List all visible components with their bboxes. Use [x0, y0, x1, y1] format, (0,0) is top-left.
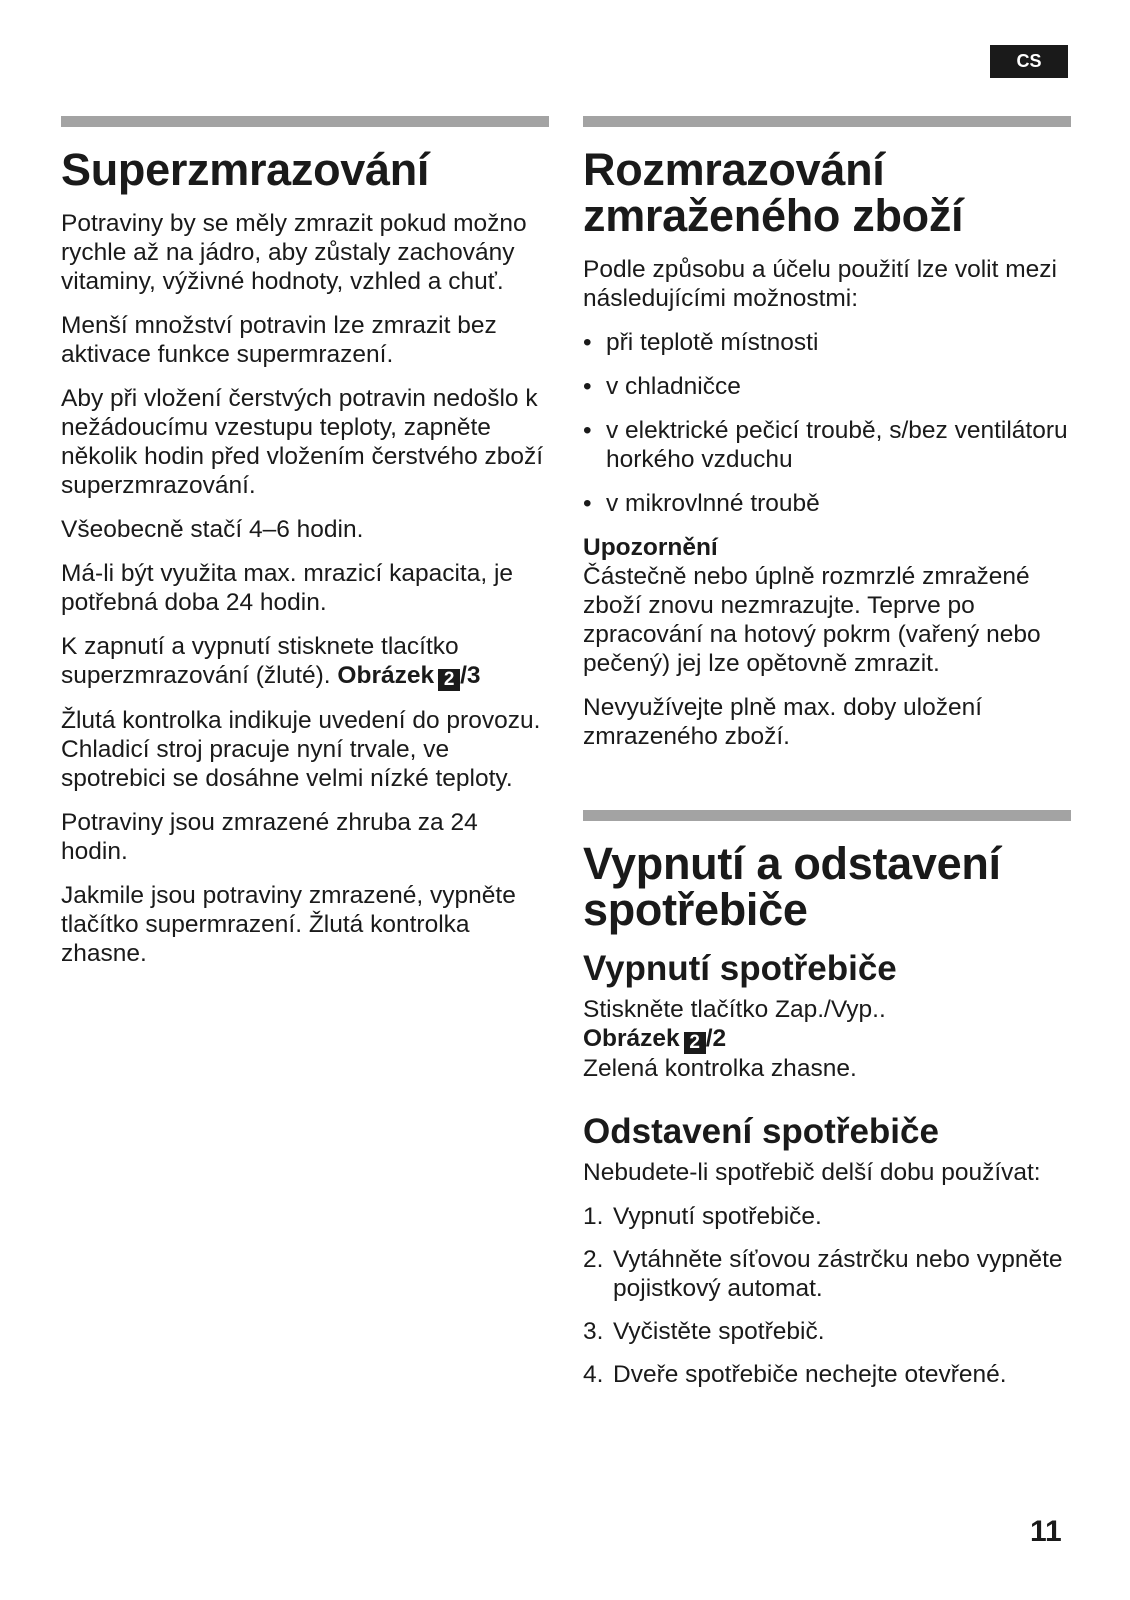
thaw-intro: Podle způsobu a účelu použití lze volit mezi následujícími možnostmi: — [583, 256, 1057, 312]
section-rule — [583, 116, 1071, 127]
figure-number-box: 2 — [438, 669, 460, 691]
language-badge: CS — [990, 45, 1068, 78]
page-number: 11 — [1030, 1515, 1062, 1548]
paragraph: Má-li být využita max. mrazicí kapacita, je potřebná doba 24 hodin. — [61, 560, 514, 616]
section-rule — [61, 116, 549, 127]
bullet-icon: • — [583, 490, 592, 517]
paragraph: Menší množství potravin lze zmrazit bez aktivace funkce supermrazení. — [61, 312, 497, 368]
paragraph: Jakmile jsou potraviny zmrazené, vypněte tlačítko supermrazení. Žlutá kontrolka zhasne. — [61, 882, 516, 967]
paragraph: Aby při vložení čerstvých potravin nedošlo k nežádoucímu vzestupu teploty, zapněte několik hodin před vložením čerstvého zboží superzmrazování. — [61, 385, 544, 499]
list-item: 4. Dveře spotřebiče nechejte otevřené. — [583, 1361, 1007, 1388]
storage-intro: Nebudete-li spotřebič delší dobu používat: — [583, 1159, 1041, 1186]
left-column — [61, 116, 549, 983]
bullet-icon: • — [583, 329, 592, 356]
section-rule — [583, 810, 1071, 821]
list-item: 2. Vytáhněte síťovou zástrčku nebo vypněte pojistkový automat. — [583, 1246, 1063, 1302]
list-item: • při teplotě místnosti — [583, 329, 819, 356]
note-title: Upozornění — [583, 534, 718, 561]
section-title-thawing: Rozmrazování zmraženého zboží — [583, 144, 964, 241]
list-item: 3. Vyčistěte spotřebič. — [583, 1318, 825, 1345]
note-text: Částečně nebo úplně rozmrzlé zmražené zboží znovu nezmrazujte. Teprve po zpracování na hotový pokrm (vařený nebo pečený) jej lze opětovně zmrazit. — [583, 563, 1041, 677]
subsection-title-switch-off: Vypnutí spotřebiče — [583, 949, 897, 988]
bullet-icon: • — [583, 373, 592, 400]
right-column — [583, 116, 1071, 1403]
paragraph: Žlutá kontrolka indikuje uvedení do provozu. Chladicí stroj pracuje nyní trvale, ve spotrebici se dosáhne velmi nízké teploty. — [61, 707, 541, 792]
bullet-icon: • — [583, 417, 592, 444]
thaw-options-list — [583, 328, 1071, 518]
list-item: 1. Vypnutí spotřebiče. — [583, 1203, 822, 1230]
switch-off-instructions: Stiskněte tlačítko Zap./Vyp.. Obrázek 2 /2 Zelená kontrolka zhasne. — [583, 996, 886, 1082]
note-text-2: Nevyužívejte plně max. doby uložení zmrazeného zboží. — [583, 694, 983, 750]
section-title-superfreeze: Superzmrazování — [61, 144, 430, 195]
figure-number-box: 2 — [684, 1032, 706, 1054]
subsection-title-storage: Odstavení spotřebiče — [583, 1112, 939, 1151]
paragraph: Potraviny jsou zmrazené zhruba za 24 hodin. — [61, 809, 478, 865]
figure-reference: Obrázek 2 /3 — [337, 662, 481, 690]
list-item: • v chladničce — [583, 373, 741, 400]
figure-reference: Obrázek 2 /2 — [583, 1025, 727, 1053]
paragraph: Všeobecně stačí 4–6 hodin. — [61, 516, 364, 543]
list-item: • v elektrické pečicí troubě, s/bez ventilátoru horkého vzduchu — [583, 417, 1068, 473]
storage-steps-list — [583, 1202, 1071, 1389]
section-title-shutdown: Vypnutí a odstavení spotřebiče — [583, 838, 1001, 935]
list-item: • v mikrovlnné troubě — [583, 490, 820, 517]
paragraph: Potraviny by se měly zmrazit pokud možno rychle až na jádro, aby zůstaly zachovány vitaminy, výživné hodnoty, vzhled a chuť. — [61, 210, 527, 295]
button-instruction: K zapnutí a vypnutí stisknete tlacítko superzmrazování (žluté). Obrázek 2 /3 — [61, 633, 481, 690]
